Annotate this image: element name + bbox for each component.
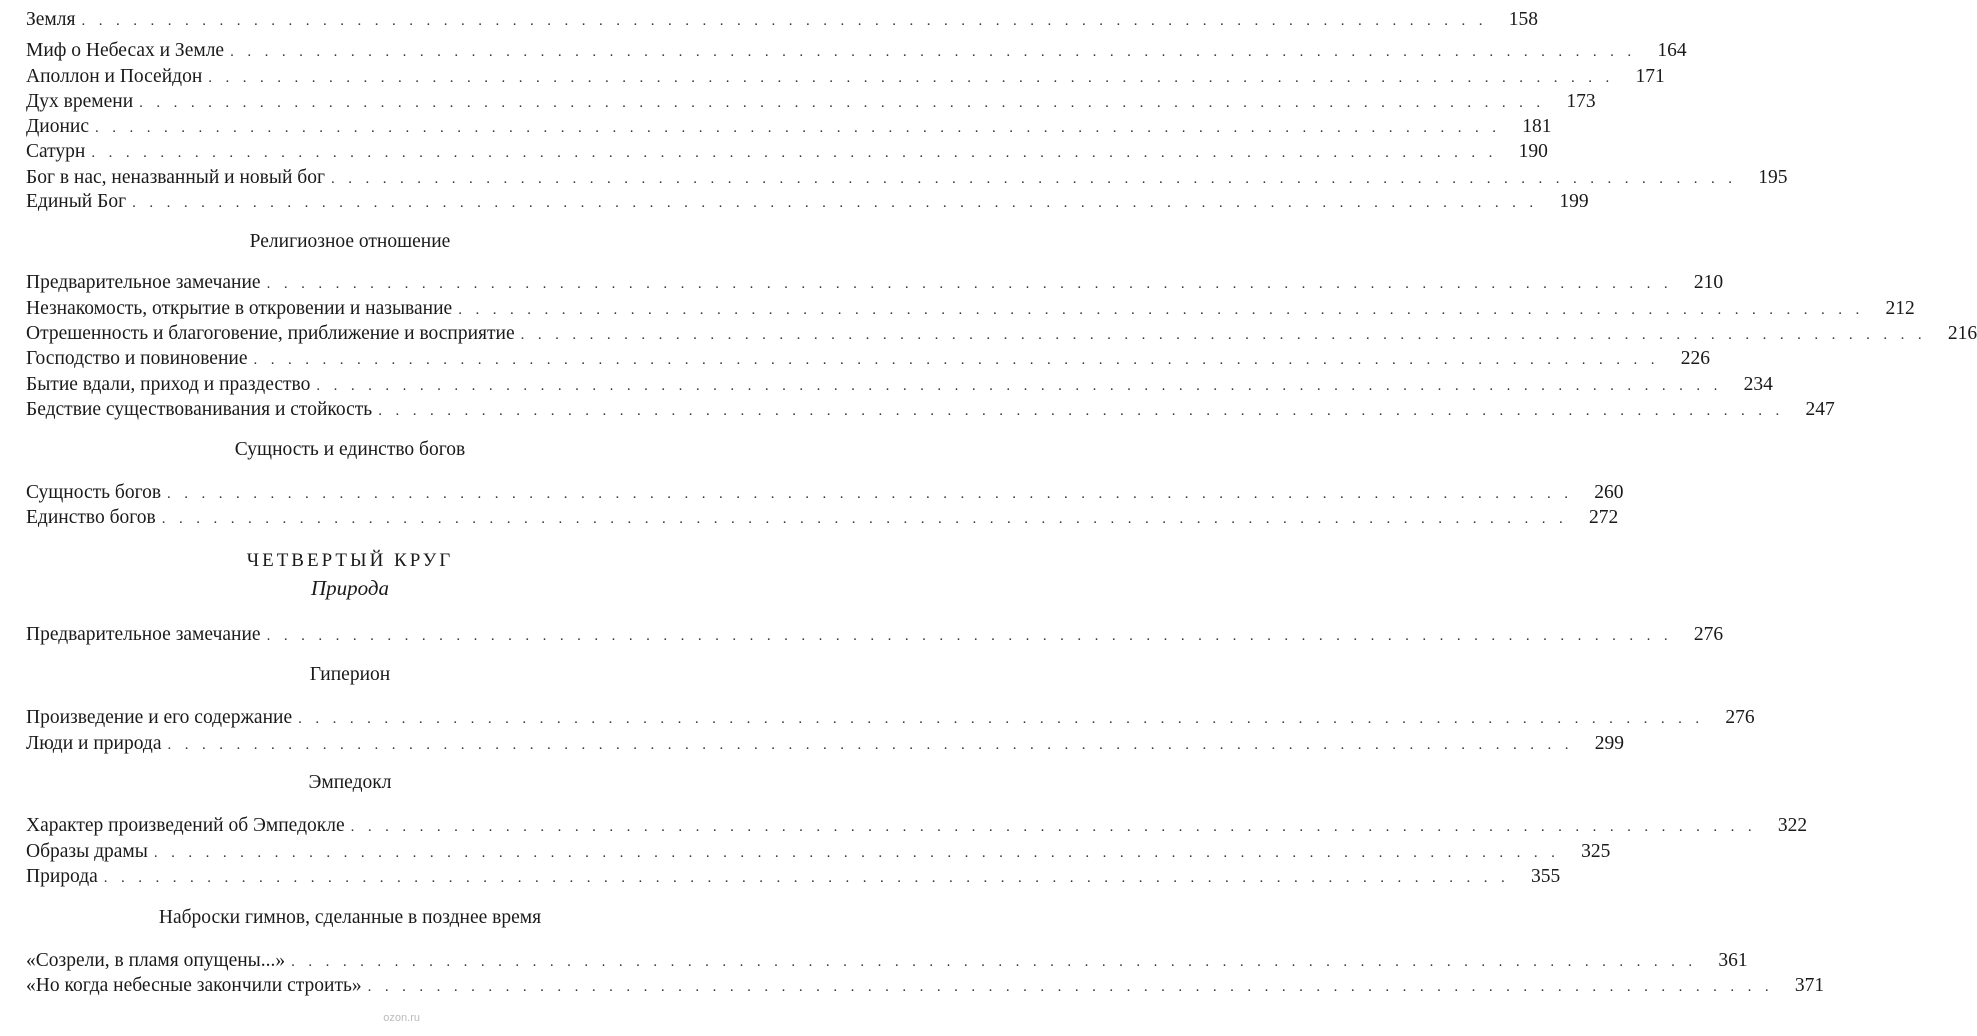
entry-title: Предварительное замечание bbox=[26, 272, 261, 293]
entry-title: Сущность богов bbox=[26, 482, 162, 503]
entry-title: Земля bbox=[26, 9, 76, 30]
leader-dots: .................................................................................. bbox=[139, 95, 1554, 111]
entry-title: Незнакомость, открытие в откровении и называние bbox=[26, 298, 453, 319]
entry-title: Произведение и его содержание bbox=[26, 707, 293, 728]
entry-page-number: 247 bbox=[1805, 399, 1835, 420]
leader-dots: .................................................................................. bbox=[167, 737, 1582, 753]
entry-title: Бытие вдали, приход и праздество bbox=[26, 374, 311, 395]
entry-page-number: 173 bbox=[1566, 91, 1596, 112]
section-heading: Наброски гимнов, сделанные в позднее время bbox=[158, 907, 542, 928]
entry-title: Отрешенность и благоговение, приближение и восприятие bbox=[26, 323, 515, 344]
leader-dots: .................................................................................. bbox=[208, 70, 1623, 86]
entry-page-number: 212 bbox=[1885, 298, 1915, 319]
circle-heading: ЧЕТВЕРТЫЙ КРУГ bbox=[246, 550, 454, 571]
leader-dots: .................................................................................. bbox=[316, 378, 1731, 394]
circle-subtitle: Природа bbox=[310, 576, 389, 600]
toc-entry bbox=[26, 617, 1724, 647]
entry-title: Характер произведений об Эмпедокле bbox=[26, 815, 345, 836]
leader-dots: .................................................................................. bbox=[266, 276, 1682, 292]
leader-dots: .................................................................................. bbox=[132, 195, 1547, 211]
leader-dots: .................................................................................. bbox=[230, 44, 1645, 60]
entry-page-number: 361 bbox=[1718, 950, 1748, 971]
toc-entry bbox=[26, 392, 1835, 422]
leader-dots: .................................................................................. bbox=[91, 145, 1506, 161]
entry-page-number: 216 bbox=[1947, 323, 1977, 344]
leader-dots: .................................................................................. bbox=[161, 511, 1577, 527]
entry-title: Дионис bbox=[26, 116, 90, 137]
entry-title: Аполлон и Посейдон bbox=[26, 66, 203, 87]
leader-dots: .................................................................................. bbox=[153, 845, 1569, 861]
entry-page-number: 299 bbox=[1594, 733, 1624, 754]
section-heading: Гиперион bbox=[309, 664, 391, 685]
leader-dots: .................................................................................. bbox=[291, 954, 1706, 970]
entry-page-number: 226 bbox=[1680, 348, 1710, 369]
entry-title: Господство и повиновение bbox=[26, 348, 248, 369]
leader-dots: .................................................................................. bbox=[458, 302, 1873, 318]
entry-page-number: 322 bbox=[1777, 815, 1808, 836]
entry-page-number: 164 bbox=[1657, 40, 1687, 61]
entry-page-number: 325 bbox=[1581, 841, 1611, 862]
leader-dots: .................................................................................. bbox=[367, 979, 1783, 995]
leader-dots: .................................................................................. bbox=[330, 171, 1746, 187]
entry-page-number: 355 bbox=[1531, 866, 1561, 887]
toc-entry bbox=[26, 968, 1825, 998]
watermark: ozon.ru bbox=[383, 1012, 420, 1024]
entry-page-number: 171 bbox=[1635, 66, 1665, 87]
section-heading: Сущность и единство богов bbox=[234, 439, 466, 460]
entry-page-number: 371 bbox=[1794, 975, 1825, 996]
entry-title: Миф о Небесах и Земле bbox=[26, 40, 225, 61]
entry-title: «Созрели, в пламя опущены...» bbox=[26, 950, 286, 971]
entry-page-number: 276 bbox=[1693, 624, 1724, 645]
leader-dots: .................................................................................. bbox=[350, 819, 1766, 835]
entry-page-number: 272 bbox=[1588, 507, 1619, 528]
section-heading: Религиозное отношение bbox=[249, 231, 451, 252]
entry-page-number: 210 bbox=[1693, 272, 1724, 293]
entry-title: «Но когда небесные закончили строить» bbox=[26, 975, 362, 996]
entry-title: Бог в нас, неназванный и новый бог bbox=[26, 167, 325, 188]
entry-title: Образы драмы bbox=[26, 841, 148, 862]
entry-title: Бедствие существованивания и стойкость bbox=[26, 399, 373, 420]
leader-dots: .................................................................................. bbox=[95, 120, 1510, 136]
entry-title: Предварительное замечание bbox=[26, 624, 261, 645]
leader-dots: .................................................................................. bbox=[103, 870, 1519, 886]
entry-page-number: 181 bbox=[1522, 116, 1552, 137]
leader-dots: .................................................................................. bbox=[298, 711, 1713, 727]
entry-page-number: 199 bbox=[1559, 191, 1589, 212]
leader-dots: .................................................................................. bbox=[266, 628, 1682, 644]
entry-title: Природа bbox=[26, 866, 98, 887]
toc-entry bbox=[26, 2, 1538, 32]
entry-title: Единый Бог bbox=[26, 191, 127, 212]
entry-title: Дух времени bbox=[26, 91, 134, 112]
toc-entry bbox=[26, 184, 1589, 214]
entry-page-number: 260 bbox=[1594, 482, 1624, 503]
entry-title: Единство богов bbox=[26, 507, 156, 528]
entry-title: Сатурн bbox=[26, 141, 86, 162]
toc-entry bbox=[26, 859, 1561, 889]
entry-page-number: 276 bbox=[1725, 707, 1755, 728]
leader-dots: .................................................................................. bbox=[253, 352, 1668, 368]
leader-dots: .................................................................................. bbox=[167, 486, 1582, 502]
entry-page-number: 195 bbox=[1758, 167, 1788, 188]
entry-title: Люди и природа bbox=[26, 733, 162, 754]
entry-page-number: 190 bbox=[1518, 141, 1548, 162]
leader-dots: .................................................................................. bbox=[378, 403, 1793, 419]
section-heading: Эмпедокл bbox=[308, 772, 392, 793]
toc-entry bbox=[26, 500, 1619, 530]
leader-dots: .................................................................................. bbox=[520, 327, 1936, 343]
entry-page-number: 234 bbox=[1743, 374, 1773, 395]
toc-entry bbox=[26, 726, 1624, 756]
leader-dots: .................................................................................. bbox=[81, 13, 1496, 29]
entry-page-number: 158 bbox=[1508, 9, 1538, 30]
